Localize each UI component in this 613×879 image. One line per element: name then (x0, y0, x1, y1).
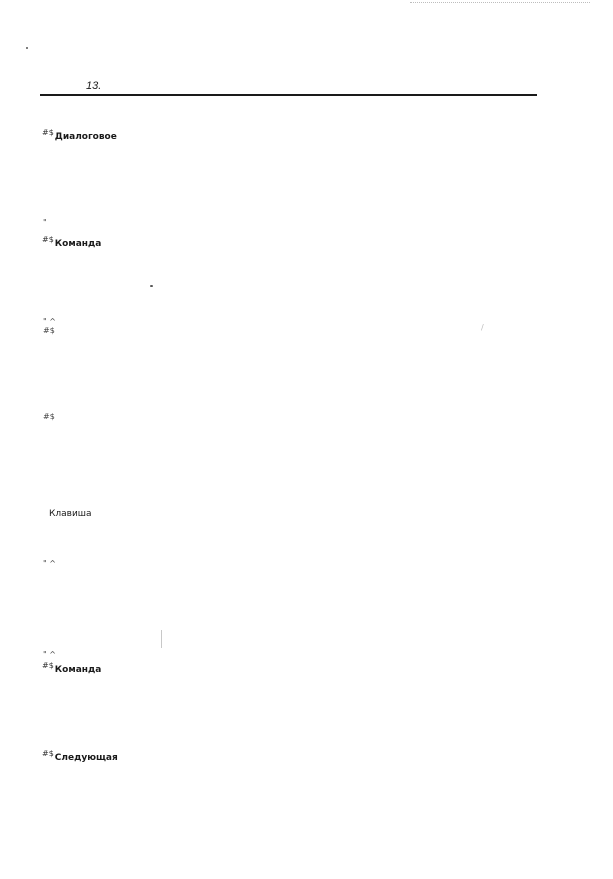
page-number: 13. (86, 80, 102, 92)
entry-command-1 (42, 235, 101, 249)
entry-label: Следующая (54, 753, 118, 763)
entry-label: Диалоговое (54, 132, 117, 142)
entry-next (42, 749, 118, 763)
header-rule (40, 94, 537, 96)
stray-mark: #$ (43, 326, 55, 335)
entry-label: Команда (54, 239, 102, 249)
scan-artifact-line (161, 630, 162, 648)
entry-label: Команда (54, 665, 102, 675)
footnote-marker: #$ (42, 661, 54, 670)
footnote-marker: #$ (42, 128, 54, 137)
stray-mark: #$ (43, 412, 55, 421)
stray-mark: " ^ (43, 317, 56, 326)
footnote-marker: #$ (42, 235, 54, 244)
stray-mark: " ^ (43, 650, 56, 659)
entry-dialog (42, 128, 117, 142)
scan-speck (26, 47, 28, 49)
entry-command-2 (42, 661, 101, 675)
stray-mark: " (43, 218, 47, 227)
key-section-label: Клавиша (49, 509, 92, 519)
footnote-marker: #$ (42, 749, 54, 758)
scan-artifact-slash: / (481, 323, 484, 332)
stray-mark: " ^ (43, 559, 56, 568)
scan-speck (150, 285, 153, 287)
scan-artifact-top (410, 2, 590, 3)
